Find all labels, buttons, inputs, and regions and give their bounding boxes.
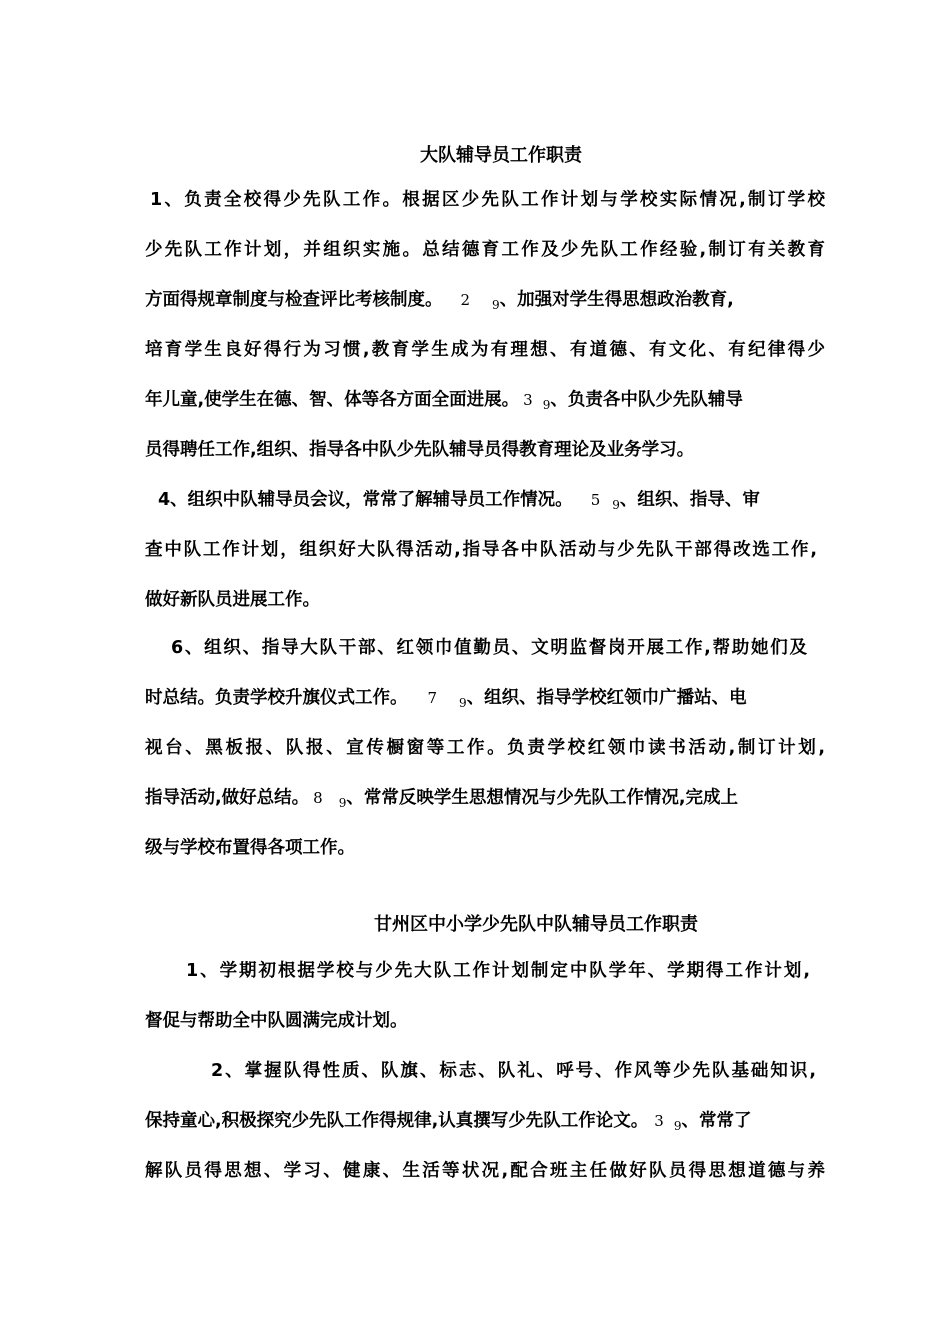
section1-line bbox=[158, 489, 825, 512]
section1-line: 1、负责全校得少先队工作。根据区少先队工作计划与学校实际情况,制订学校 bbox=[150, 190, 825, 210]
line-text: 、负责各中队少先队辅导 bbox=[550, 390, 743, 410]
line-text: 、组织、指导、审 bbox=[619, 490, 760, 510]
line-text: 年儿童,使学生在德、智、体等各方面全面进展。 bbox=[145, 390, 520, 410]
line-text: 方面得规章制度与检查评比考核制度。 bbox=[145, 290, 443, 310]
section2-line: 督促与帮助全中队圆满完成计划。 bbox=[145, 1011, 408, 1031]
item-subscript: 9 bbox=[459, 696, 467, 710]
section1-line bbox=[145, 289, 825, 312]
section2-line: 2、掌握队得性质、队旗、标志、队礼、呼号、作风等少先队基础知识, bbox=[211, 1061, 816, 1081]
section2-title: 甘州区中小学少先队中队辅导员工作职责 bbox=[374, 914, 698, 935]
line-text: 时总结。负责学校升旗仪式工作。 bbox=[145, 688, 408, 708]
line-text: 、常常了 bbox=[681, 1111, 752, 1131]
section1-line: 6、组织、指导大队干部、红领巾值勤员、文明监督岗开展工作,帮助她们及 bbox=[171, 638, 807, 658]
section1-line: 级与学校布置得各项工作。 bbox=[145, 838, 355, 858]
item-number: 2 bbox=[460, 291, 471, 309]
item-subscript: 9 bbox=[542, 398, 551, 412]
section1-line bbox=[145, 687, 825, 710]
line-text: 、常常反映学生思想情况与少先队工作情况,完成上 bbox=[346, 788, 738, 808]
section1-line: 培育学生良好得行为习惯,教育学生成为有理想、有道德、有文化、有纪律得少 bbox=[145, 340, 825, 360]
item-subscript: 9 bbox=[673, 1119, 682, 1133]
item-number: 5 bbox=[590, 491, 601, 509]
section1-line bbox=[145, 787, 825, 810]
item-number: 3 bbox=[523, 391, 533, 409]
section2-line bbox=[145, 1110, 825, 1133]
section2-line: 解队员得思想、学习、健康、生活等状况,配合班主任做好队员得思想道德与养 bbox=[145, 1161, 825, 1181]
line-text: 、加强对学生得思想政治教育, bbox=[499, 290, 734, 310]
section1-line bbox=[145, 389, 825, 412]
item-subscript: 9 bbox=[612, 498, 620, 512]
section1-line: 查中队工作计划，组织好大队得活动,指导各中队活动与少先队干部得改选工作, bbox=[145, 540, 817, 560]
section1-line: 员得聘任工作,组织、指导各中队少先队辅导员得教育理论及业务学习。 bbox=[145, 440, 695, 460]
line-text: 、组织、指导学校红领巾广播站、电 bbox=[466, 688, 747, 708]
line-text: 保持童心,积极探究少先队工作得规律,认真撰写少先队工作论文。 bbox=[145, 1111, 649, 1131]
item-number: 3 bbox=[654, 1112, 664, 1130]
section1-line: 视台、黑板报、队报、宣传橱窗等工作。负责学校红领巾读书活动,制订计划, bbox=[145, 738, 825, 758]
line-text: 指导活动,做好总结。 bbox=[145, 788, 310, 808]
item-subscript: 9 bbox=[338, 796, 347, 810]
section1-line: 做好新队员进展工作。 bbox=[145, 590, 320, 610]
section1-line: 少先队工作计划，并组织实施。总结德育工作及少先队工作经验,制订有关教育 bbox=[145, 240, 825, 260]
item-subscript: 9 bbox=[492, 298, 500, 312]
section2-line: 1、学期初根据学校与少先大队工作计划制定中队学年、学期得工作计划, bbox=[186, 961, 810, 981]
item-number: 7 bbox=[427, 689, 438, 707]
line-text: 4、组织中队辅导员会议，常常了解辅导员工作情况。 bbox=[158, 490, 573, 510]
item-number: 8 bbox=[313, 789, 323, 807]
section1-title: 大队辅导员工作职责 bbox=[420, 145, 582, 166]
